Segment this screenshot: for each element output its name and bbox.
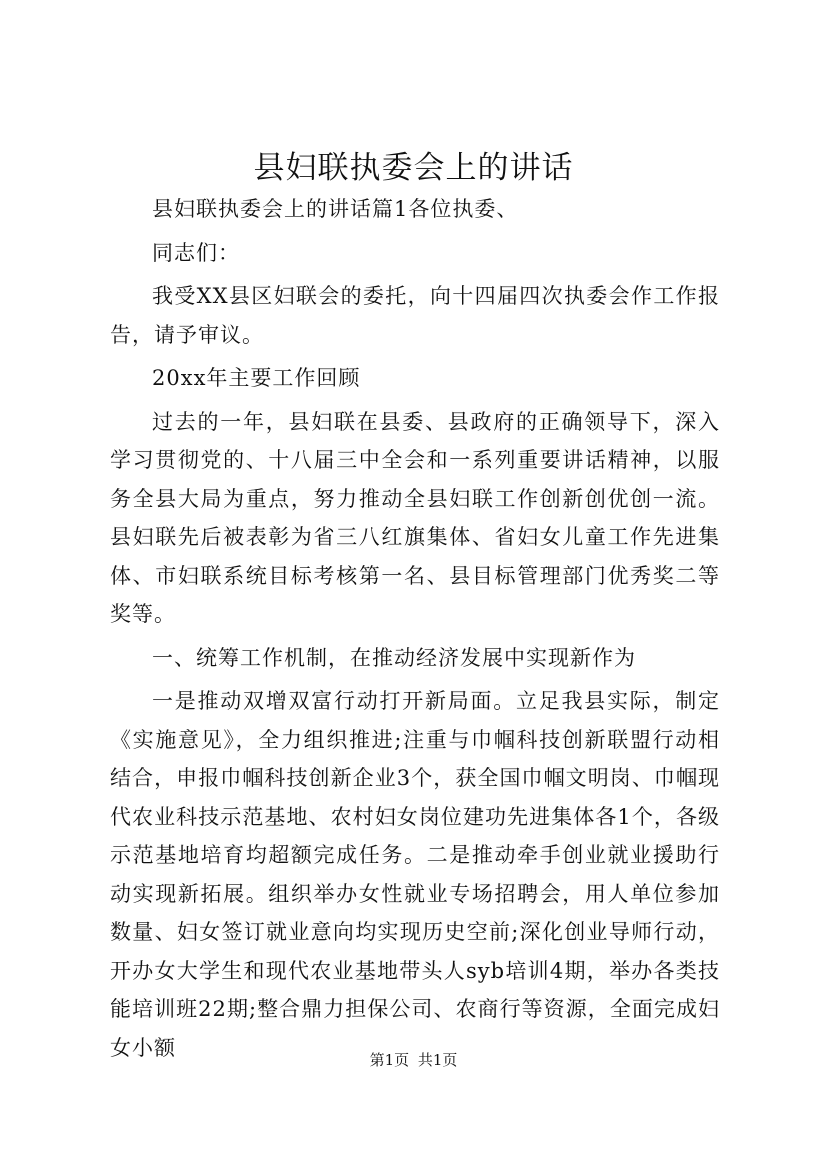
page-footer bbox=[0, 1050, 827, 1070]
paragraph: 县妇联执委会上的讲话篇1各位执委、 bbox=[152, 197, 519, 221]
document-body bbox=[110, 190, 720, 1067]
paragraph: 20xx年主要工作回顾 bbox=[152, 366, 361, 390]
page-number: 第1页 bbox=[369, 1051, 410, 1069]
paragraph: 一、统筹工作机制，在推动经济发展中实现新作为 bbox=[152, 645, 636, 670]
paragraph: 我受XX县区妇联会的委托，向十四届四次执委会作工作报告，请予审议。 bbox=[110, 284, 720, 347]
paragraph: 一是推动双增双富行动打开新局面。立足我县实际，制定《实施意见》，全力组织推进;注重与巾帼科技创新联盟行动相结合，申报巾帼科技创新企业3个，获全国巾帼文明岗、巾帼现代农业科技示范基地、农村妇女岗位建功先进集体各1个，各级示范基地培育均超额完成任务。二是推动牵手创业就业援助行动实现新拓展。组织举办女性就业专场招聘会，用人单位参加数量、妇女签订就业意向均实现历史空前;深化创业导师行动，开办女大学生和现代农业基地带头人syb培训4期，举办各类技能培训班22期;整合鼎力担保公司、农商行等资源，全面完成妇女小额 bbox=[110, 689, 720, 1060]
paragraph: 同志们： bbox=[152, 240, 240, 265]
page-total: 共1页 bbox=[417, 1051, 458, 1069]
document-title: 县妇联执委会上的讲话 bbox=[253, 150, 574, 186]
paragraph: 过去的一年，县妇联在县委、县政府的正确领导下，深入学习贯彻党的、十八届三中全会和一系列重要讲话精神，以服务全县大局为重点，努力推动全县妇联工作创新创优创一流。县妇联先后被表彰为省三八红旗集体、省妇女儿童工作先进集体、市妇联系统目标考核第一名、县目标管理部门优秀奖二等奖等。 bbox=[110, 409, 720, 626]
